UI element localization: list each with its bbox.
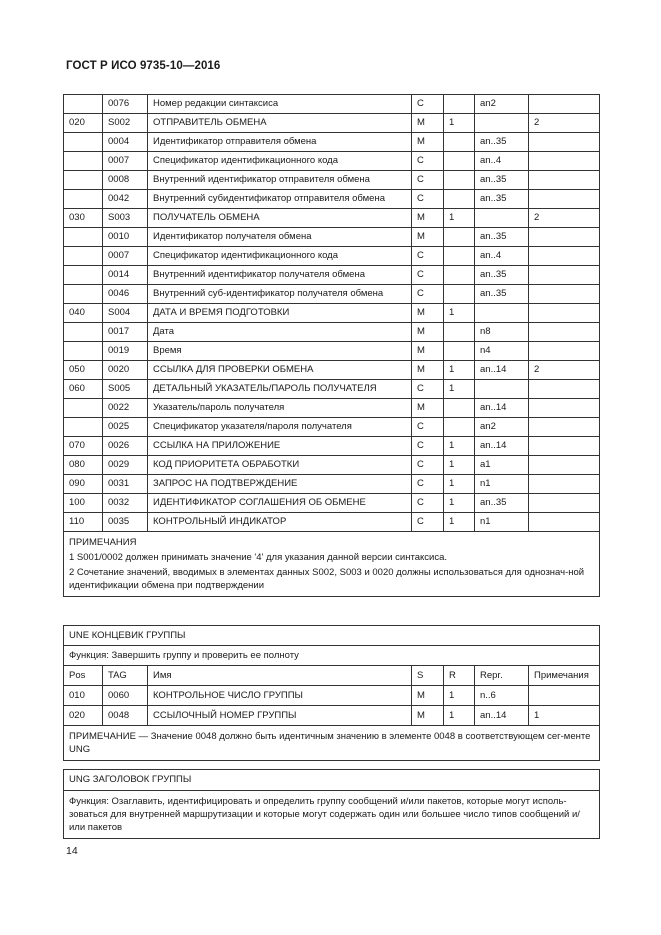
- cell-repeat: [444, 171, 475, 190]
- cell-status: M: [412, 706, 444, 726]
- cell-repeat: 1: [444, 475, 475, 494]
- cell-notes: [529, 399, 600, 418]
- ung-function: Функция: Озаглавить, идентифицировать и определить группу сообщений и/или пакетов, которые могут исполь-зоваться для внутренней маршрутизации и которые могут содержать один или большее число типов сообщений и/или пакетов: [64, 791, 600, 839]
- cell-notes: [529, 494, 600, 513]
- table-row: [64, 686, 600, 706]
- cell-tag: 0026: [103, 437, 148, 456]
- cell-name: ЗАПРОС НА ПОДТВЕРЖДЕНИЕ: [148, 475, 412, 494]
- cell-name: ДЕТАЛЬНЫЙ УКАЗАТЕЛЬ/ПАРОЛЬ ПОЛУЧАТЕЛЯ: [148, 380, 412, 399]
- notes-title: ПРИМЕЧАНИЯ: [69, 537, 137, 548]
- table-row: [64, 114, 600, 133]
- une-title-row: [64, 626, 600, 646]
- cell-repr: [475, 209, 529, 228]
- cell-status: C: [412, 437, 444, 456]
- cell-name: ПОЛУЧАТЕЛЬ ОБМЕНА: [148, 209, 412, 228]
- cell-tag: 0008: [103, 171, 148, 190]
- cell-status: M: [412, 133, 444, 152]
- cell-tag: 0076: [103, 95, 148, 114]
- une-function-row: [64, 646, 600, 666]
- cell-repr: an..14: [475, 399, 529, 418]
- cell-repeat: 1: [444, 361, 475, 380]
- cell-pos: [64, 133, 103, 152]
- cell-tag: S004: [103, 304, 148, 323]
- cell-tag: 0007: [103, 152, 148, 171]
- cell-tag: 0007: [103, 247, 148, 266]
- cell-pos: [64, 323, 103, 342]
- cell-repeat: 1: [444, 494, 475, 513]
- ung-title: UNG ЗАГОЛОВОК ГРУППЫ: [64, 770, 600, 791]
- cell-name: Указатель/пароль получателя: [148, 399, 412, 418]
- cell-notes: [529, 513, 600, 532]
- cell-pos: [64, 342, 103, 361]
- cell-repeat: [444, 418, 475, 437]
- cell-status: C: [412, 418, 444, 437]
- cell-name: Внутренний идентификатор отправителя обмена: [148, 171, 412, 190]
- cell-repr: n1: [475, 475, 529, 494]
- table-row: [64, 228, 600, 247]
- cell-pos: [64, 418, 103, 437]
- cell-pos: 030: [64, 209, 103, 228]
- cell-repeat: [444, 190, 475, 209]
- cell-pos: 010: [64, 686, 103, 706]
- cell-status: C: [412, 285, 444, 304]
- notes-cell: [64, 532, 600, 597]
- table-row: [64, 475, 600, 494]
- cell-repr: n1: [475, 513, 529, 532]
- cell-pos: 060: [64, 380, 103, 399]
- cell-pos: [64, 247, 103, 266]
- cell-status: M: [412, 323, 444, 342]
- cell-name: ОТПРАВИТЕЛЬ ОБМЕНА: [148, 114, 412, 133]
- cell-pos: [64, 152, 103, 171]
- cell-repeat: 1: [444, 513, 475, 532]
- cell-status: C: [412, 152, 444, 171]
- cell-pos: 050: [64, 361, 103, 380]
- cell-tag: 0025: [103, 418, 148, 437]
- cell-repr: an..14: [475, 437, 529, 456]
- cell-pos: [64, 285, 103, 304]
- cell-repeat: [444, 228, 475, 247]
- cell-status: C: [412, 266, 444, 285]
- cell-tag: 0032: [103, 494, 148, 513]
- table-row: [64, 437, 600, 456]
- cell-pos: [64, 190, 103, 209]
- cell-repeat: 1: [444, 437, 475, 456]
- cell-tag: 0014: [103, 266, 148, 285]
- cell-repeat: [444, 247, 475, 266]
- cell-name: Спецификатор идентификационного кода: [148, 152, 412, 171]
- cell-repr: an..35: [475, 133, 529, 152]
- cell-name: Идентификатор отправителя обмена: [148, 133, 412, 152]
- table-row: [64, 133, 600, 152]
- cell-pos: 090: [64, 475, 103, 494]
- cell-repeat: [444, 152, 475, 171]
- cell-notes: [529, 190, 600, 209]
- une-title: UNE КОНЦЕВИК ГРУППЫ: [64, 626, 600, 646]
- cell-repr: an2: [475, 95, 529, 114]
- cell-tag: 0017: [103, 323, 148, 342]
- cell-repr: an2: [475, 418, 529, 437]
- cell-status: M: [412, 342, 444, 361]
- cell-notes: [529, 95, 600, 114]
- cell-tag: 0029: [103, 456, 148, 475]
- cell-name: КОД ПРИОРИТЕТА ОБРАБОТКИ: [148, 456, 412, 475]
- cell-pos: [64, 171, 103, 190]
- table-row: [64, 361, 600, 380]
- cell-repr: n8: [475, 323, 529, 342]
- cell-repeat: [444, 285, 475, 304]
- cell-notes: [529, 380, 600, 399]
- cell-repr: [475, 114, 529, 133]
- cell-name: Дата: [148, 323, 412, 342]
- cell-status: M: [412, 686, 444, 706]
- cell-repeat: 1: [444, 114, 475, 133]
- cell-repr: an..35: [475, 285, 529, 304]
- cell-status: C: [412, 190, 444, 209]
- cell-pos: 110: [64, 513, 103, 532]
- cell-status: C: [412, 247, 444, 266]
- cell-repr: n..6: [475, 686, 529, 706]
- une-table-body: [64, 626, 600, 726]
- une-function: Функция: Завершить группу и проверить ее полноту: [64, 646, 600, 666]
- cell-status: M: [412, 399, 444, 418]
- une-header-row: [64, 666, 600, 686]
- cell-repeat: [444, 266, 475, 285]
- cell-name: Внутренний суб-идентификатор получателя обмена: [148, 285, 412, 304]
- cell-notes: [529, 304, 600, 323]
- cell-repr: an..35: [475, 494, 529, 513]
- table-row: [64, 171, 600, 190]
- cell-repeat: 1: [444, 380, 475, 399]
- header-repeat: R: [444, 666, 475, 686]
- cell-name: КОНТРОЛЬНЫЙ ИНДИКАТОР: [148, 513, 412, 532]
- cell-repr: a1: [475, 456, 529, 475]
- cell-notes: [529, 266, 600, 285]
- cell-notes: [529, 133, 600, 152]
- table-row: [64, 190, 600, 209]
- cell-repeat: [444, 399, 475, 418]
- cell-name: Спецификатор указателя/пароля получателя: [148, 418, 412, 437]
- table-row: [64, 513, 600, 532]
- header-notes: Примечания: [529, 666, 600, 686]
- cell-name: ССЫЛКА ДЛЯ ПРОВЕРКИ ОБМЕНА: [148, 361, 412, 380]
- cell-repeat: [444, 133, 475, 152]
- cell-notes: [529, 323, 600, 342]
- cell-repr: an..14: [475, 706, 529, 726]
- cell-tag: 0022: [103, 399, 148, 418]
- table-row: [64, 266, 600, 285]
- cell-repr: an..35: [475, 266, 529, 285]
- cell-repeat: 1: [444, 706, 475, 726]
- cell-status: C: [412, 475, 444, 494]
- cell-status: C: [412, 95, 444, 114]
- cell-tag: 0048: [103, 706, 148, 726]
- cell-repr: [475, 380, 529, 399]
- header-pos: Pos: [64, 666, 103, 686]
- table-row: [64, 380, 600, 399]
- table-row: [64, 247, 600, 266]
- cell-repr: [475, 304, 529, 323]
- cell-name: Внутренний идентификатор получателя обмена: [148, 266, 412, 285]
- cell-repr: n4: [475, 342, 529, 361]
- cell-tag: 0010: [103, 228, 148, 247]
- table-row: [64, 494, 600, 513]
- header-name: Имя: [148, 666, 412, 686]
- cell-repr: an..35: [475, 171, 529, 190]
- cell-repr: an..4: [475, 247, 529, 266]
- une-segment-table: [63, 625, 600, 761]
- cell-name: ССЫЛКА НА ПРИЛОЖЕНИЕ: [148, 437, 412, 456]
- notes-row: [64, 532, 600, 597]
- cell-name: Время: [148, 342, 412, 361]
- cell-notes: [529, 171, 600, 190]
- cell-repr: an..4: [475, 152, 529, 171]
- cell-tag: 0020: [103, 361, 148, 380]
- cell-status: C: [412, 380, 444, 399]
- cell-repr: an..14: [475, 361, 529, 380]
- cell-status: M: [412, 114, 444, 133]
- cell-tag: S002: [103, 114, 148, 133]
- cell-tag: 0035: [103, 513, 148, 532]
- cell-notes: 1: [529, 706, 600, 726]
- cell-notes: 2: [529, 361, 600, 380]
- ung-function-row: [64, 791, 600, 839]
- cell-notes: [529, 228, 600, 247]
- cell-repeat: [444, 342, 475, 361]
- cell-name: ИДЕНТИФИКАТОР СОГЛАШЕНИЯ ОБ ОБМЕНЕ: [148, 494, 412, 513]
- segment-table-body: [64, 95, 600, 532]
- cell-repeat: 1: [444, 686, 475, 706]
- cell-notes: [529, 437, 600, 456]
- cell-tag: 0031: [103, 475, 148, 494]
- cell-repeat: 1: [444, 456, 475, 475]
- cell-pos: 070: [64, 437, 103, 456]
- note-2: 2 Сочетание значений, вводимых в элементах данных S002, S003 и 0020 должны использоваться для однознач-ной идентификации обмена при подтверждении: [69, 567, 585, 591]
- cell-name: Идентификатор получателя обмена: [148, 228, 412, 247]
- cell-notes: [529, 152, 600, 171]
- cell-pos: 040: [64, 304, 103, 323]
- page-number: 14: [66, 845, 78, 857]
- cell-pos: [64, 399, 103, 418]
- header-tag: TAG: [103, 666, 148, 686]
- document-header: ГОСТ Р ИСО 9735-10—2016: [66, 60, 221, 72]
- cell-notes: [529, 475, 600, 494]
- cell-name: Номер редакции синтаксиса: [148, 95, 412, 114]
- cell-status: M: [412, 304, 444, 323]
- table-row: [64, 152, 600, 171]
- une-note-row: [64, 726, 600, 761]
- cell-pos: 020: [64, 114, 103, 133]
- cell-tag: 0019: [103, 342, 148, 361]
- cell-pos: [64, 266, 103, 285]
- cell-pos: 100: [64, 494, 103, 513]
- segment-table: [63, 94, 600, 597]
- cell-repeat: [444, 323, 475, 342]
- table-row: [64, 209, 600, 228]
- cell-tag: 0046: [103, 285, 148, 304]
- cell-tag: 0060: [103, 686, 148, 706]
- table-row: [64, 706, 600, 726]
- cell-status: C: [412, 171, 444, 190]
- table-row: [64, 323, 600, 342]
- note-1: 1 S001/0002 должен принимать значение '4' для указания данной версии синтаксиса.: [69, 552, 447, 563]
- table-row: [64, 285, 600, 304]
- cell-notes: [529, 342, 600, 361]
- cell-repr: an..35: [475, 190, 529, 209]
- cell-status: C: [412, 456, 444, 475]
- table-row: [64, 304, 600, 323]
- cell-pos: 080: [64, 456, 103, 475]
- table-row: [64, 399, 600, 418]
- cell-repr: an..35: [475, 228, 529, 247]
- cell-notes: [529, 247, 600, 266]
- cell-status: M: [412, 361, 444, 380]
- table-row: [64, 418, 600, 437]
- ung-segment-table: [63, 769, 600, 839]
- cell-pos: [64, 228, 103, 247]
- cell-tag: 0004: [103, 133, 148, 152]
- cell-name: ССЫЛОЧНЫЙ НОМЕР ГРУППЫ: [148, 706, 412, 726]
- cell-repeat: 1: [444, 304, 475, 323]
- cell-name: Внутренний субидентификатор отправителя обмена: [148, 190, 412, 209]
- ung-title-row: [64, 770, 600, 791]
- cell-pos: [64, 95, 103, 114]
- cell-name: ДАТА И ВРЕМЯ ПОДГОТОВКИ: [148, 304, 412, 323]
- table-row: [64, 95, 600, 114]
- cell-notes: [529, 285, 600, 304]
- cell-status: M: [412, 209, 444, 228]
- cell-name: КОНТРОЛЬНОЕ ЧИСЛО ГРУППЫ: [148, 686, 412, 706]
- cell-notes: [529, 456, 600, 475]
- table-row: [64, 456, 600, 475]
- cell-name: Спецификатор идентификационного кода: [148, 247, 412, 266]
- cell-tag: S003: [103, 209, 148, 228]
- cell-tag: S005: [103, 380, 148, 399]
- cell-tag: 0042: [103, 190, 148, 209]
- cell-status: C: [412, 494, 444, 513]
- cell-repeat: 1: [444, 209, 475, 228]
- cell-status: M: [412, 228, 444, 247]
- cell-notes: [529, 418, 600, 437]
- header-repr: Repr.: [475, 666, 529, 686]
- cell-notes: 2: [529, 114, 600, 133]
- table-row: [64, 342, 600, 361]
- cell-notes: [529, 686, 600, 706]
- une-note: ПРИМЕЧАНИЕ — Значение 0048 должно быть идентичным значению в элементе 0048 в соответствующем сег-менте UNG: [64, 726, 600, 761]
- cell-pos: 020: [64, 706, 103, 726]
- cell-status: C: [412, 513, 444, 532]
- header-status: S: [412, 666, 444, 686]
- cell-notes: 2: [529, 209, 600, 228]
- cell-repeat: [444, 95, 475, 114]
